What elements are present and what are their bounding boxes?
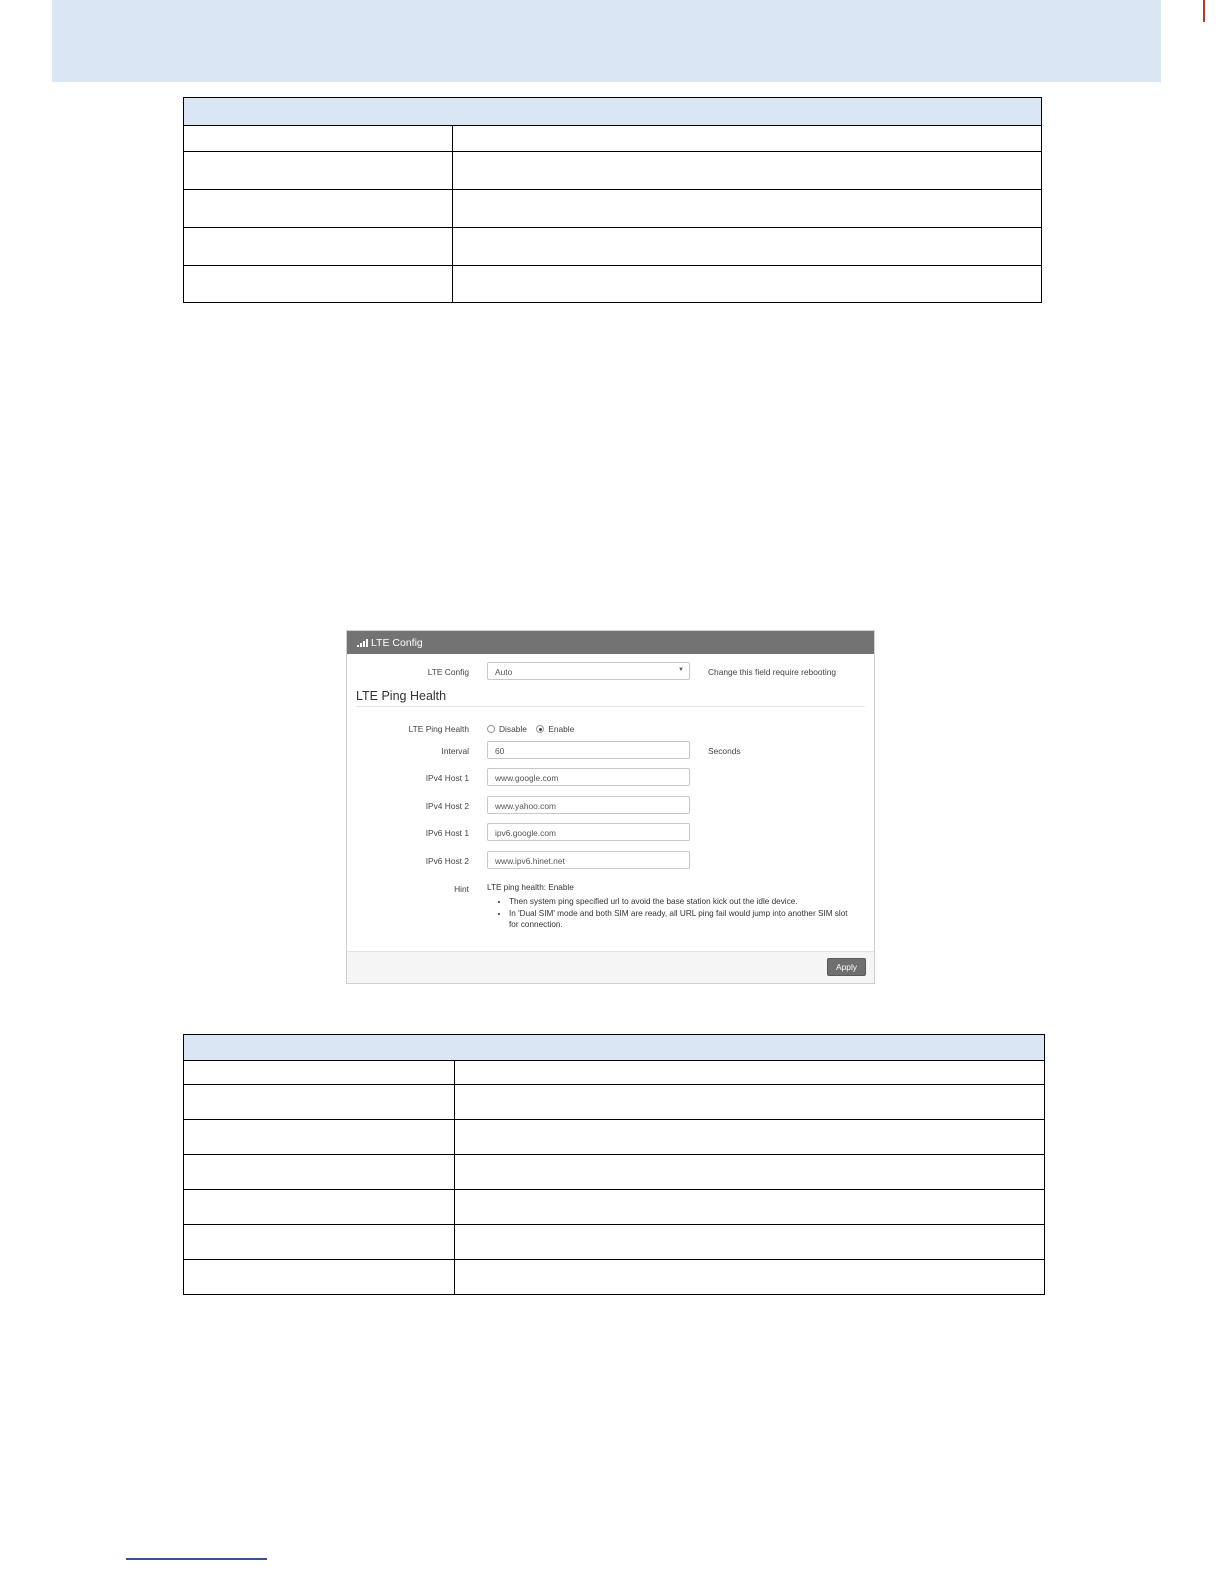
ping-health-options <box>487 724 574 734</box>
table-row <box>184 1085 1045 1120</box>
table-row <box>184 190 1042 228</box>
section-title: LTE Ping Health <box>356 689 447 703</box>
parameter-table-bottom <box>183 1034 1045 1295</box>
ipv6-host2-input[interactable] <box>487 851 690 869</box>
page-header-band <box>52 0 1161 82</box>
ipv4-host1-row <box>347 768 874 788</box>
ipv4-host1-input[interactable] <box>487 768 690 786</box>
table-row <box>184 152 1042 190</box>
chevron-down-icon: ▼ <box>678 667 684 673</box>
lte-config-note: Change this field require rebooting <box>708 667 837 677</box>
page-edge-marker <box>1203 0 1205 22</box>
table-row <box>184 266 1042 303</box>
section-divider <box>356 706 865 707</box>
table-row <box>184 126 1042 152</box>
lte-config-panel <box>346 630 875 984</box>
lte-config-row <box>347 662 874 682</box>
ipv6-host1-label: IPv6 Host 1 <box>425 828 469 838</box>
ipv6-host1-input[interactable] <box>487 823 690 841</box>
table-header-row <box>184 1035 1045 1061</box>
interval-row <box>347 741 874 761</box>
interval-input[interactable] <box>487 741 690 759</box>
interval-label: Interval <box>441 746 469 756</box>
lte-config-value: Auto <box>495 667 513 677</box>
interval-unit: Seconds <box>708 746 741 756</box>
ipv4-host2-row <box>347 796 874 816</box>
ping-health-row <box>347 719 874 739</box>
signal-icon <box>357 639 368 647</box>
table-row <box>184 1155 1045 1190</box>
enable-radio[interactable] <box>536 725 544 733</box>
ipv4-host1-label: IPv4 Host 1 <box>425 773 469 783</box>
apply-button[interactable]: Apply <box>827 958 866 976</box>
panel-header <box>347 631 874 654</box>
interval-value: 60 <box>495 746 505 756</box>
table-row <box>184 1061 1045 1085</box>
ipv4-host2-value: www.yahoo.com <box>495 801 556 811</box>
disable-radio-label: Disable <box>499 724 527 734</box>
ping-health-label: LTE Ping Health <box>408 724 469 734</box>
footer-rule <box>126 1558 267 1560</box>
hint-item: • Then system ping specified url to avoid the base station kick out the idle device. <box>509 896 857 907</box>
hint-item: • In 'Dual SIM' mode and both SIM are ready, all URL ping fail would jump into another SIM slot for connection. <box>509 908 857 930</box>
table-row <box>184 1260 1045 1295</box>
lte-config-select[interactable] <box>487 662 690 680</box>
ipv6-host1-row <box>347 823 874 843</box>
table-row <box>184 1190 1045 1225</box>
lte-config-label: LTE Config <box>427 667 469 677</box>
panel-footer <box>347 951 874 983</box>
table-row <box>184 1120 1045 1155</box>
ipv4-host1-value: www.google.com <box>495 773 559 783</box>
hint-list <box>487 896 857 930</box>
hint-content <box>487 883 857 931</box>
hint-title: LTE ping health: Enable <box>487 883 574 892</box>
disable-radio[interactable] <box>487 725 495 733</box>
ipv6-host2-value: www.ipv6.hinet.net <box>495 856 565 866</box>
ipv4-host2-input[interactable] <box>487 796 690 814</box>
panel-title: LTE Config <box>371 636 423 649</box>
table-row <box>184 1225 1045 1260</box>
ipv6-host1-value: ipv6.google.com <box>495 828 556 838</box>
ipv6-host2-label: IPv6 Host 2 <box>425 856 469 866</box>
table-header-row <box>184 98 1042 126</box>
hint-label: Hint <box>454 884 469 894</box>
enable-radio-label: Enable <box>548 724 575 734</box>
ipv4-host2-label: IPv4 Host 2 <box>425 801 469 811</box>
table-row <box>184 228 1042 266</box>
parameter-table-top <box>183 97 1042 303</box>
ipv6-host2-row <box>347 851 874 871</box>
